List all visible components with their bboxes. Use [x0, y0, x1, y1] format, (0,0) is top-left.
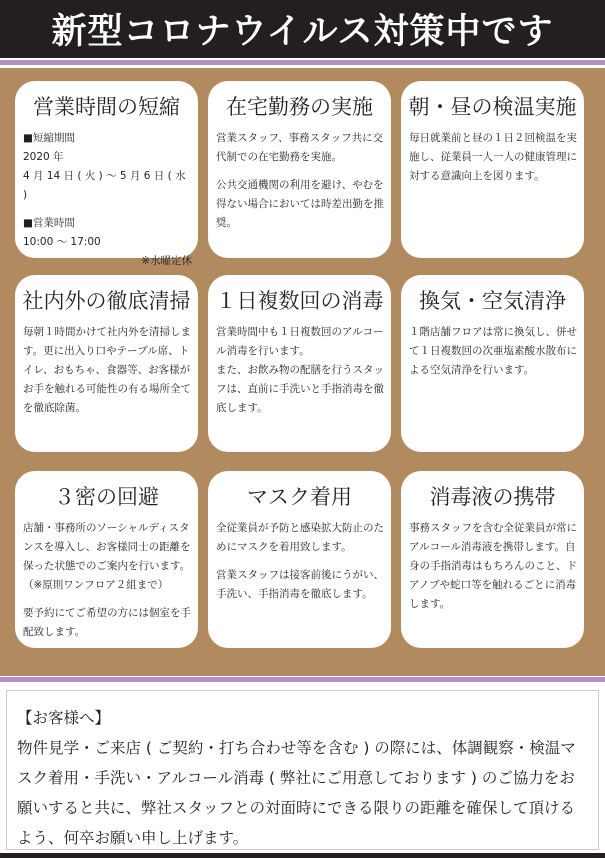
- card-title: マスク着用: [247, 485, 352, 509]
- customer-notice: [6, 690, 599, 850]
- card-text: １階店舗フロアは常に換気し、併せて１日複数回の次亜塩素酸水散布による空気清浄を行います。: [409, 326, 577, 376]
- card-body: [23, 323, 192, 418]
- card-text: ■短縮期間: [23, 132, 75, 144]
- card-body: [409, 323, 578, 380]
- card-temperature-check: [401, 81, 584, 258]
- card-body: [216, 323, 385, 418]
- page-title: 新型コロナウイルス対策中です: [51, 12, 554, 52]
- card-mask: [208, 471, 391, 648]
- card-body: [216, 519, 385, 604]
- card-title: 社内外の徹底清掃: [22, 289, 191, 313]
- card-text: 毎朝１時間かけて社内外を清掃します。更に出入り口やテーブル席、トイレ、おもちゃ、食器等、お客様がお手を触れる可能性の有る場所全てを徹底除菌。: [23, 326, 191, 414]
- card-text: 営業時間中も１日複数回のアルコール消毒を行います。: [216, 326, 384, 357]
- card-text: （※原則ワンフロア２組まで）: [23, 579, 169, 591]
- card-text: 公共交通機関の利用を避け、やむを得ない場合においては時差出勤を推奨。: [216, 179, 384, 229]
- card-text: 要予約にてご希望の方には個室を手配致します。: [23, 607, 191, 638]
- card-title: 朝・昼の検温実施: [408, 95, 577, 119]
- card-text: 営業スタッフ、事務スタッフ共に交代制での在宅勤務を実施。: [216, 132, 384, 163]
- card-text: 事務スタッフを含む全従業員が常にアルコール消毒液を携帯します。自身の手指消毒はもちろんのこと、ドアノブや蛇口等を触れるごとに消毒します。: [409, 522, 577, 610]
- card-ventilation: [401, 275, 584, 452]
- card-text: 2020 年: [23, 151, 64, 163]
- card-shortened-hours: [15, 81, 198, 267]
- card-text: 営業スタッフは接客前後にうがい、手洗い、手指消毒を徹底します。: [216, 569, 384, 600]
- card-title: 消毒液の携帯: [429, 485, 556, 509]
- card-title: 営業時間の短縮: [33, 95, 180, 119]
- card-text: 店舗・事務所のソーシャルディスタンスを導入し、お客様同士の距離を保った状態でのご案内を行います。: [23, 522, 191, 572]
- card-body: [23, 129, 192, 271]
- card-title: ３密の回避: [54, 485, 159, 509]
- card-text: また、お飲み物の配膳を行うスタッフは、直前に手洗いと手指消毒を徹底します。: [216, 364, 384, 414]
- card-title: １日複数回の消毒: [215, 289, 384, 313]
- card-thorough-cleaning: [15, 275, 198, 452]
- card-title: 換気・空気清浄: [419, 289, 566, 313]
- card-text: ■営業時間: [23, 217, 75, 229]
- card-note: ※水曜定休: [141, 255, 192, 267]
- top-divider: [0, 60, 605, 65]
- page-header: [0, 0, 605, 58]
- card-title: 在宅勤務の実施: [226, 95, 373, 119]
- card-body: [23, 519, 192, 642]
- card-text: 10:00 ～ 17:00: [23, 236, 101, 248]
- footer-bar: [0, 853, 605, 858]
- card-sanitizer: [401, 471, 584, 648]
- card-text: 毎日就業前と昼の１日２回検温を実施し、従業員一人一人の健康管理に対する意識向上を図ります。: [409, 132, 577, 182]
- notice-heading: 【お客様へ】: [17, 709, 111, 727]
- card-avoid-3c: [15, 471, 198, 648]
- card-body: [216, 129, 385, 233]
- card-body: [409, 519, 578, 614]
- notice-body: 物件見学・ご来店 ( ご契約・打ち合わせ等を含む ) の際には、体調観察・検温マスク着用・手洗い・アルコール消毒 ( 弊社にご用意しております ) のご協力をお願いすると共に、弊社スタッフとの対面時にできる限りの距離を確保して頂けるよう、何卒お願い申し上げます。: [17, 739, 576, 847]
- card-text: 全従業員が予防と感染拡大防止のためにマスクを着用致します。: [216, 522, 384, 553]
- card-disinfection: [208, 275, 391, 452]
- bottom-divider: [0, 677, 605, 682]
- card-body: [409, 129, 578, 186]
- card-text: 4 月 14 日 ( 火 ) ～ 5 月 6 日 ( 水 ): [23, 170, 186, 201]
- card-remote-work: [208, 81, 391, 258]
- measures-panel: [0, 68, 605, 676]
